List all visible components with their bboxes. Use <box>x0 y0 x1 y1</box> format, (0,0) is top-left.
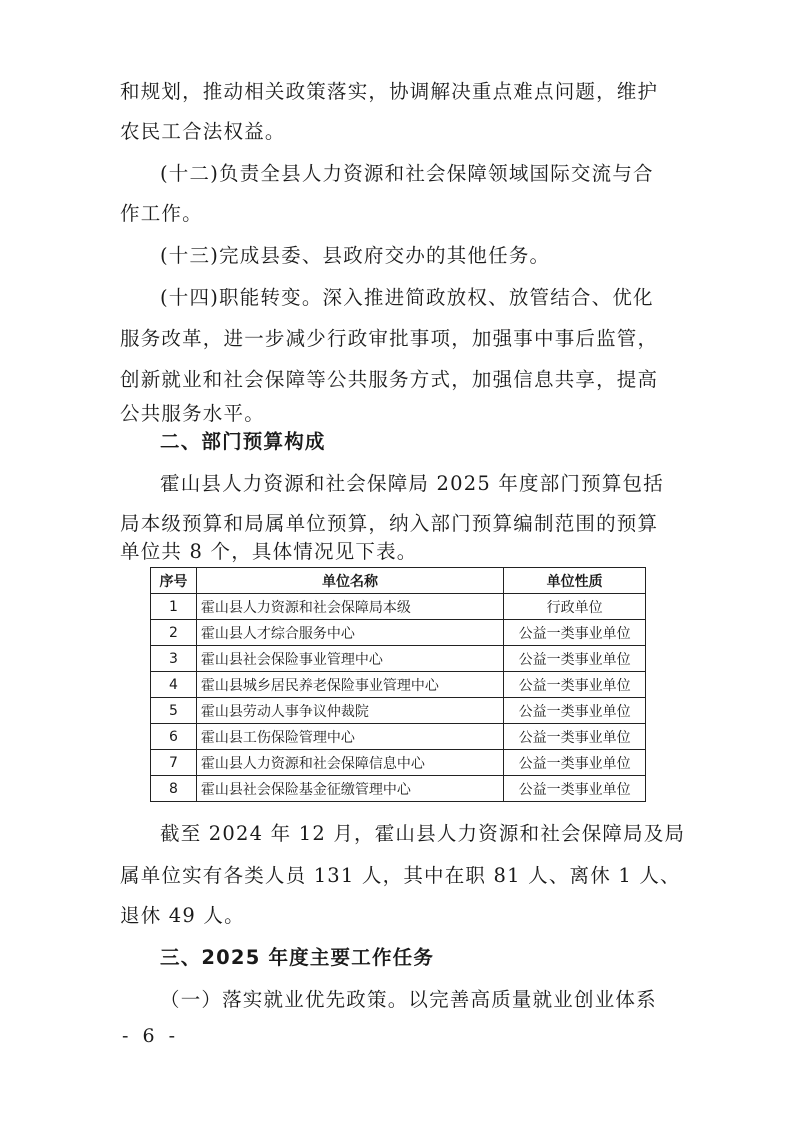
body-text-line: 退休 49 人。 <box>120 904 245 927</box>
body-text-line: (十四)职能转变。深入推进简政放权、放管结合、优化 <box>160 286 654 309</box>
body-text-line: 农民工合法权益。 <box>120 120 286 143</box>
section-heading: 三、2025 年度主要工作任务 <box>160 946 435 969</box>
table-header-cell: 单位名称 <box>196 568 503 594</box>
body-text-line: 霍山县人力资源和社会保障局 2025 年度部门预算包括 <box>160 472 664 495</box>
table-header-cell: 单位性质 <box>504 568 646 594</box>
table-row <box>151 620 646 646</box>
table-header-cell: 序号 <box>151 568 197 594</box>
body-text-line: （一）落实就业优先政策。以完善高质量就业创业体系 <box>160 988 657 1011</box>
table-row <box>151 724 646 750</box>
table-row <box>151 646 646 672</box>
table-row <box>151 750 646 776</box>
table-cell-type: 公益一类事业单位 <box>504 698 646 724</box>
table-cell-name: 霍山县社会保险基金征缴管理中心 <box>196 776 503 802</box>
body-text-line: 作工作。 <box>120 202 203 225</box>
body-text-line: (十二)负责全县人力资源和社会保障领域国际交流与合 <box>160 162 654 185</box>
table-cell-type: 公益一类事业单位 <box>504 672 646 698</box>
table-cell-seq: 7 <box>151 750 197 776</box>
table-cell-name: 霍山县人力资源和社会保障信息中心 <box>196 750 503 776</box>
table-cell-seq: 8 <box>151 776 197 802</box>
table-row <box>151 698 646 724</box>
table-cell-seq: 3 <box>151 646 197 672</box>
body-text-line: 公共服务水平。 <box>120 402 265 425</box>
table-cell-name: 霍山县人才综合服务中心 <box>196 620 503 646</box>
body-text-line: 截至 2024 年 12 月，霍山县人力资源和社会保障局及局 <box>160 822 686 845</box>
body-text-line: (十三)完成县委、县政府交办的其他任务。 <box>160 244 551 267</box>
body-text-line: 和规划，推动相关政策落实，协调解决重点难点问题，维护 <box>120 80 659 103</box>
table-cell-name: 霍山县人力资源和社会保障局本级 <box>196 594 503 620</box>
body-text-line: 属单位实有各类人员 131 人，其中在职 81 人、离休 1 人、 <box>120 864 681 887</box>
table-row <box>151 672 646 698</box>
body-text-line: 单位共 8 个，具体情况见下表。 <box>120 540 418 563</box>
table-header-row <box>151 568 646 594</box>
table-cell-name: 霍山县城乡居民养老保险事业管理中心 <box>196 672 503 698</box>
table-cell-type: 公益一类事业单位 <box>504 724 646 750</box>
table-cell-seq: 2 <box>151 620 197 646</box>
table-cell-name: 霍山县劳动人事争议仲裁院 <box>196 698 503 724</box>
body-text-line: 创新就业和社会保障等公共服务方式，加强信息共享，提高 <box>120 368 659 391</box>
section-heading: 二、部门预算构成 <box>160 430 326 453</box>
table-cell-seq: 5 <box>151 698 197 724</box>
budget-units-table <box>150 567 646 802</box>
table-cell-type: 公益一类事业单位 <box>504 750 646 776</box>
table-cell-name: 霍山县社会保险事业管理中心 <box>196 646 503 672</box>
table-cell-seq: 4 <box>151 672 197 698</box>
table-row <box>151 776 646 802</box>
table-cell-type: 公益一类事业单位 <box>504 646 646 672</box>
table-cell-seq: 6 <box>151 724 197 750</box>
table-cell-type: 公益一类事业单位 <box>504 776 646 802</box>
body-text-line: 服务改革，进一步减少行政审批事项，加强事中事后监管， <box>120 327 659 350</box>
table-row <box>151 594 646 620</box>
body-text-line: 局本级预算和局属单位预算，纳入部门预算编制范围的预算 <box>120 512 659 535</box>
table-cell-name: 霍山县工伤保险管理中心 <box>196 724 503 750</box>
page-number: - 6 - <box>122 1025 180 1047</box>
table-cell-type: 公益一类事业单位 <box>504 620 646 646</box>
table-cell-type: 行政单位 <box>504 594 646 620</box>
table-cell-seq: 1 <box>151 594 197 620</box>
